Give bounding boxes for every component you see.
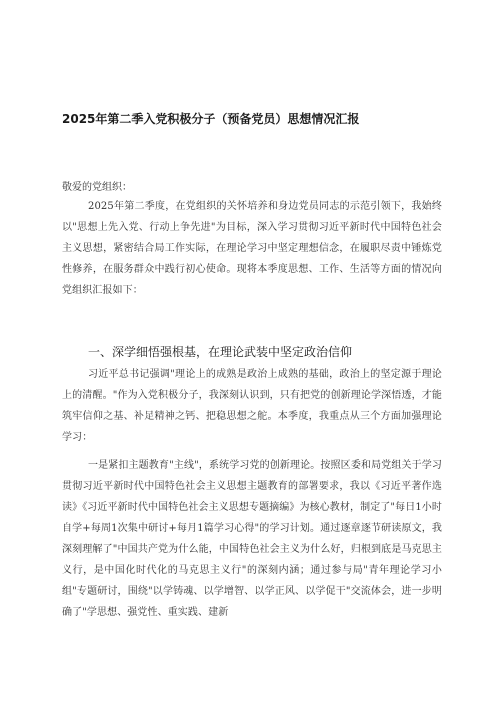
document-title: 2025年第二季入党积极分子（预备党员）思想情况汇报 xyxy=(62,112,360,126)
paragraph-theory-quote: 习近平总书记强调"理论上的成熟是政治上成熟的基础，政治上的坚定源于理论上的清醒。"作为入党积极分子，我深刻认识到，只有把党的创新理论学深悟透，才能筑牢信仰之基、补足精神之钙、把稳思想之舵。本季度，我重点从三个方面加强理论学习： xyxy=(62,369,442,443)
paragraph-intro: 2025年第二季度，在党组织的关怀培养和身边党员同志的示范引领下，我始终以"思想上先入党、行动上争先进"为目标，深入学习贯彻习近平新时代中国特色社会主义思想，紧密结合局工作实际，在理论学习中坚定理想信念，在履职尽责中锤炼党性修养，在服务群众中践行初心使命。现将本季度思想、工作、生活等方面的情况向党组织汇报如下： xyxy=(62,201,442,296)
salutation: 敬爱的党组织： xyxy=(62,182,132,193)
section-heading-1: 一、深学细悟强根基，在理论武装中坚定政治信仰 xyxy=(88,345,353,359)
paragraph-study-point-1: 一是紧扣主题教育"主线"，系统学习党的创新理论。按照区委和局党组关于学习贯彻习近平新时代中国特色社会主义思想主题教育的部署要求，我以《习近平著作选读》《习近平新时代中国特色社会主义思想专题摘编》为核心教材，制定了"每日1小时自学+每周1次集中研讨+每月1篇学习心得"的学习计划。通过逐章逐节研读原文，我深刻理解了"中国共产党为什么能，中国特色社会主义为什么好，归根到底是马克思主义行，是中国化时代化的马克思主义行"的深刻内涵；通过参与局"青年理论学习小组"专题研讨，围绕"以学铸魂、以学增智、以学正风、以学促干"交流体会，进一步明确了"学思想、强党性、重实践、建新 xyxy=(62,460,442,618)
